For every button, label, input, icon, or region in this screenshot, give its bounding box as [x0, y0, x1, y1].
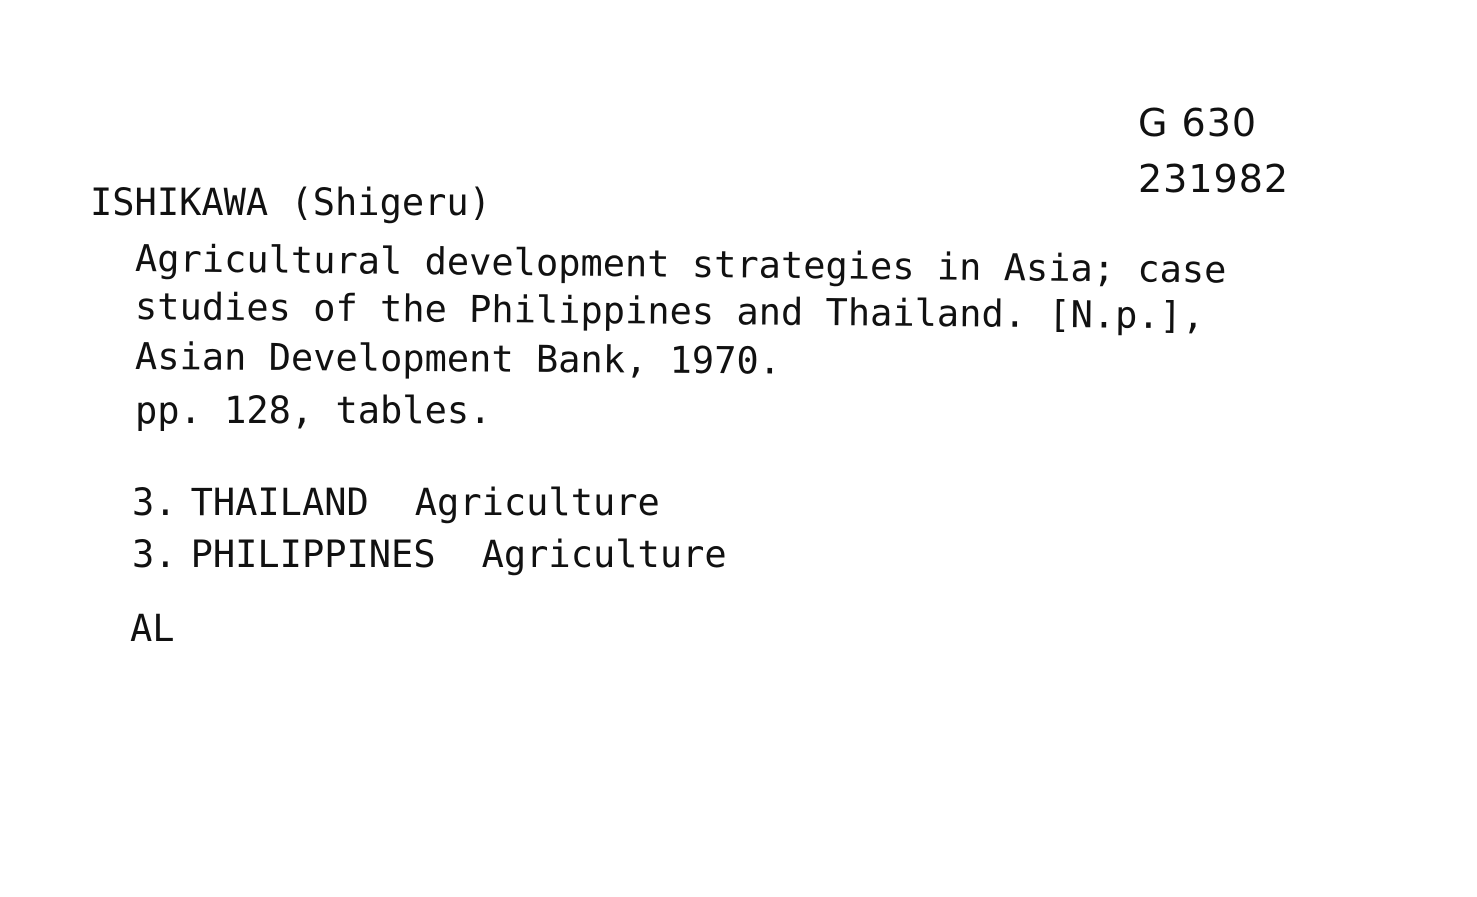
author-heading: ISHIKAWA (Shigeru) — [90, 181, 491, 224]
title-line-1: Agricultural development strategies in Asia; case — [134, 237, 1227, 292]
call-number-line-1: G 630 — [1138, 101, 1258, 145]
collation: pp. 128, tables. — [135, 389, 492, 432]
subject-subheading: Agriculture — [414, 481, 660, 524]
cataloger-initials: AL — [130, 607, 175, 650]
subject-heading: PHILIPPINES — [190, 533, 436, 576]
subject-entry — [132, 533, 727, 576]
subject-number: 3. — [132, 533, 177, 576]
subject-heading: THAILAND — [190, 481, 369, 524]
title-line-2: studies of the Philippines and Thailand. [N.p.], — [134, 285, 1205, 338]
subject-subheading: Agriculture — [481, 533, 727, 576]
call-number-line-2: 231982 — [1138, 157, 1290, 201]
subject-number: 3. — [132, 481, 177, 524]
subject-entry — [132, 481, 660, 524]
title-line-3: Asian Development Bank, 1970. — [134, 335, 782, 383]
